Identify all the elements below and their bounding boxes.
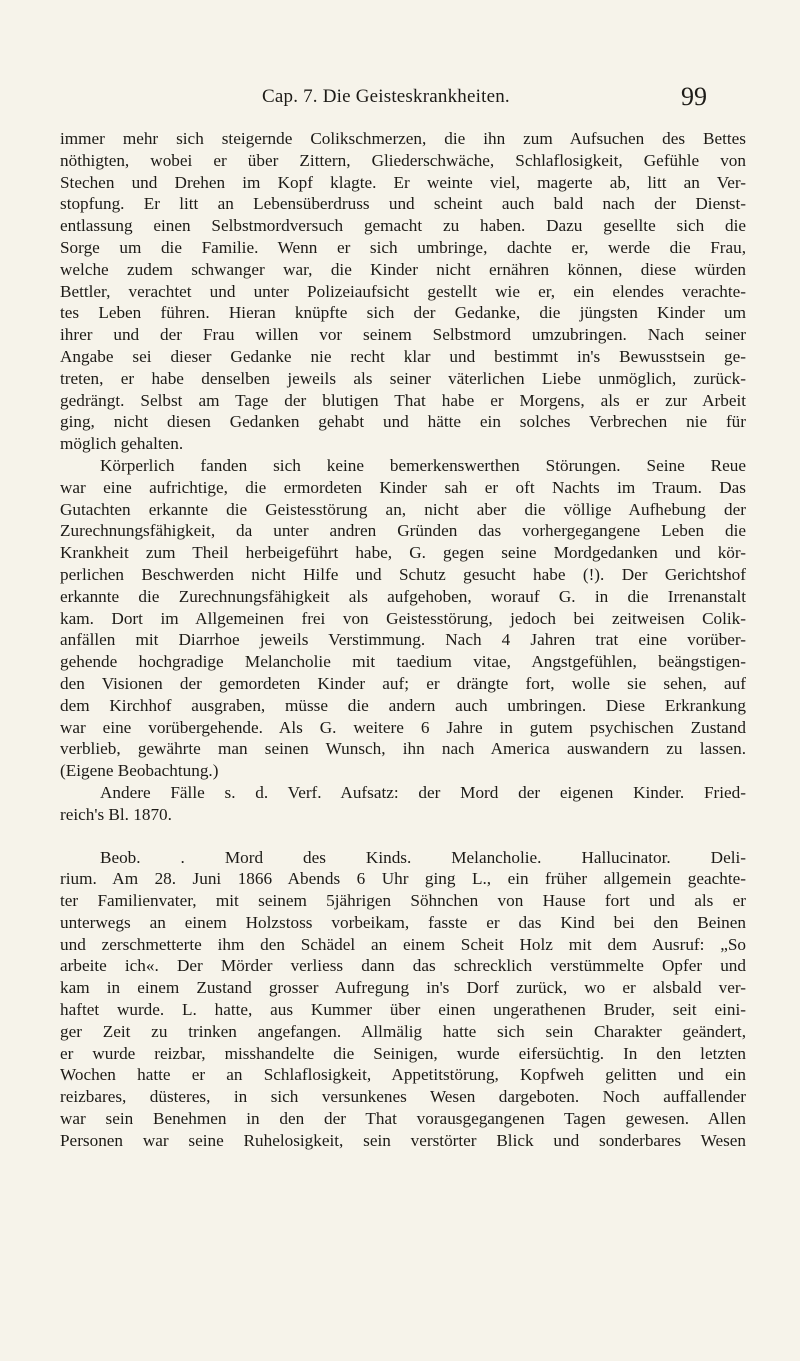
page-header [0, 84, 800, 114]
reference-line: reich's Bl. 1870. [60, 804, 172, 824]
text-line: treten, er habe denselben jeweils als seiner väterlichen Liebe unmöglich, zurück- [60, 368, 746, 388]
text-line [60, 1152, 746, 1174]
case-heading-line: Beob. . Mord des Kinds. Melancholie. Hallucinator. Deli- [100, 847, 746, 867]
text-line: Personen war seine Ruhelosigkeit, sein verstörter Blick und sonderbares Wesen [60, 1130, 746, 1150]
text-line: Sorge um die Familie. Wenn er sich umbringe, dachte er, werde die Frau, [60, 237, 746, 257]
text-line: immer mehr sich steigernde Colikschmerzen, die ihn zum Aufsuchen des Bettes [60, 129, 746, 148]
text-line: anfällen mit Diarrhoe jeweils Verstimmung. Nach 4 Jahren trat eine vorüber- [60, 630, 746, 650]
text-line: arbeite ich«. Der Mörder verliess dann das schrecklich verstümmelte Opfer und [60, 956, 746, 976]
text-line: welche zudem schwanger war, die Kinder nicht ernähren können, diese würden [60, 259, 746, 279]
text-line: er wurde reizbar, misshandelte die Seinigen, wurde eifersüchtig. In den letzten [60, 1043, 746, 1063]
text-line: gehende hochgradige Melancholie mit taedium vitae, Angstgefühlen, beängstigen- [60, 652, 746, 672]
text-line: ter Familienvater, mit seinem 5jährigen Söhnchen von Hause fort und als er [60, 891, 746, 911]
text-line: dem Kirchhof ausgraben, müsse die andern auch umbringen. Diese Erkrankung [60, 695, 746, 715]
text-line: verblieb, gewährte man seinen Wunsch, ihn nach America auswandern zu lassen. [60, 739, 746, 759]
text-line: ging, nicht diesen Gedanken gehabt und hätte ein solches Verbrechen nie für [60, 412, 746, 432]
text-line: haftet wurde. L. hatte, aus Kummer über einen ungerathenen Bruder, seit eini- [60, 1000, 746, 1020]
text-line: unterwegs an einem Holzstoss vorbeikam, fasste er das Kind bei den Beinen [60, 912, 746, 932]
text-line: reizbares, düsteres, in sich versunkenes Wesen dargeboten. Noch auffallender [60, 1087, 746, 1107]
paragraph-start-line: Körperlich fanden sich keine bemerkenswerthen Störungen. Seine Reue [100, 455, 746, 475]
text-line: perlichen Beschwerden nicht Hilfe und Schutz gesucht habe (!). Der Gerichtshof [60, 564, 746, 584]
text-line: Gutachten erkannte die Geistesstörung an, nicht aber die völlige Aufhebung der [60, 499, 746, 519]
running-head: Cap. 7. Die Geisteskrankheiten. [262, 86, 510, 107]
text-line: kam in einem Zustand grosser Aufregung in's Dorf zurück, wo er alsbald ver- [60, 978, 746, 998]
text-line: erkannte die Zurechnungsfähigkeit als aufgehoben, worauf G. in die Irrenanstalt [60, 586, 746, 606]
text-line: entlassung einen Selbstmordversuch gemacht zu haben. Dazu gesellte sich die [60, 216, 746, 236]
text-line: (Eigene Beobachtung.) [60, 761, 219, 781]
page-number: 99 [681, 82, 707, 111]
text-line: stopfung. Er litt an Lebensüberdruss und scheint auch bald nach der Dienst- [60, 194, 746, 214]
text-line: Bettler, verachtet und unter Polizeiaufsicht gestellt wie er, ein elendes verachte- [60, 281, 746, 301]
text-line: tes Leben führen. Hieran knüpfte sich der Gedanke, die jüngsten Kinder um [60, 303, 746, 323]
text-line: möglich gehalten. [60, 434, 184, 454]
text-line: ihrer und der Frau willen vor seinem Selbstmord umzubringen. Nach seiner [60, 325, 746, 345]
body-text [60, 128, 746, 1173]
text-line: Stechen und Drehen im Kopf klagte. Er weinte viel, magerte ab, litt an Ver- [60, 172, 746, 192]
text-line: den Visionen der gemordeten Kinder auf; er drängte fort, wolle sie sehen, auf [60, 673, 746, 693]
text-line: ger Zeit zu trinken angefangen. Allmälig hatte sich sein Charakter geändert, [60, 1021, 746, 1041]
text-line: war eine aufrichtige, die ermordeten Kinder sah er oft Nachts im Traum. Das [60, 477, 746, 497]
text-line: nöthigten, wobei er über Zittern, Gliederschwäche, Schlaflosigkeit, Gefühle von [60, 150, 746, 170]
text-line: und zerschmetterte ihm den Schädel an einem Scheit Holz mit dem Ausruf: „So [60, 934, 746, 954]
text-line: war eine vorübergehende. Als G. weitere 6 Jahre in gutem psychischen Zustand [60, 717, 746, 737]
reference-line: Andere Fälle s. d. Verf. Aufsatz: der Mord der eigenen Kinder. Fried- [100, 782, 746, 802]
text-line: Angabe sei dieser Gedanke nie recht klar und bestimmt in's Bewusstsein ge- [60, 346, 746, 366]
text-line: war sein Benehmen in den der That vorausgegangenen Tagen gewesen. Allen [60, 1109, 746, 1129]
text-line: rium. Am 28. Juni 1866 Abends 6 Uhr ging L., ein früher allgemein geachte- [60, 869, 746, 889]
text-line: kam. Dort im Allgemeinen frei von Geistesstörung, jedoch bei zeitweisen Colik- [60, 608, 746, 628]
text-line: gedrängt. Selbst am Tage der blutigen That habe er Morgens, als er zur Arbeit [60, 390, 746, 410]
text-line: Wochen hatte er an Schlaflosigkeit, Appetitstörung, Kopfweh gelitten und ein [60, 1065, 746, 1085]
text-line: Krankheit zum Theil herbeigeführt habe, G. gegen seine Mordgedanken und kör- [60, 543, 746, 563]
text-line: Zurechnungsfähigkeit, da unter andren Gründen das vorhergegangene Leben die [60, 521, 746, 541]
